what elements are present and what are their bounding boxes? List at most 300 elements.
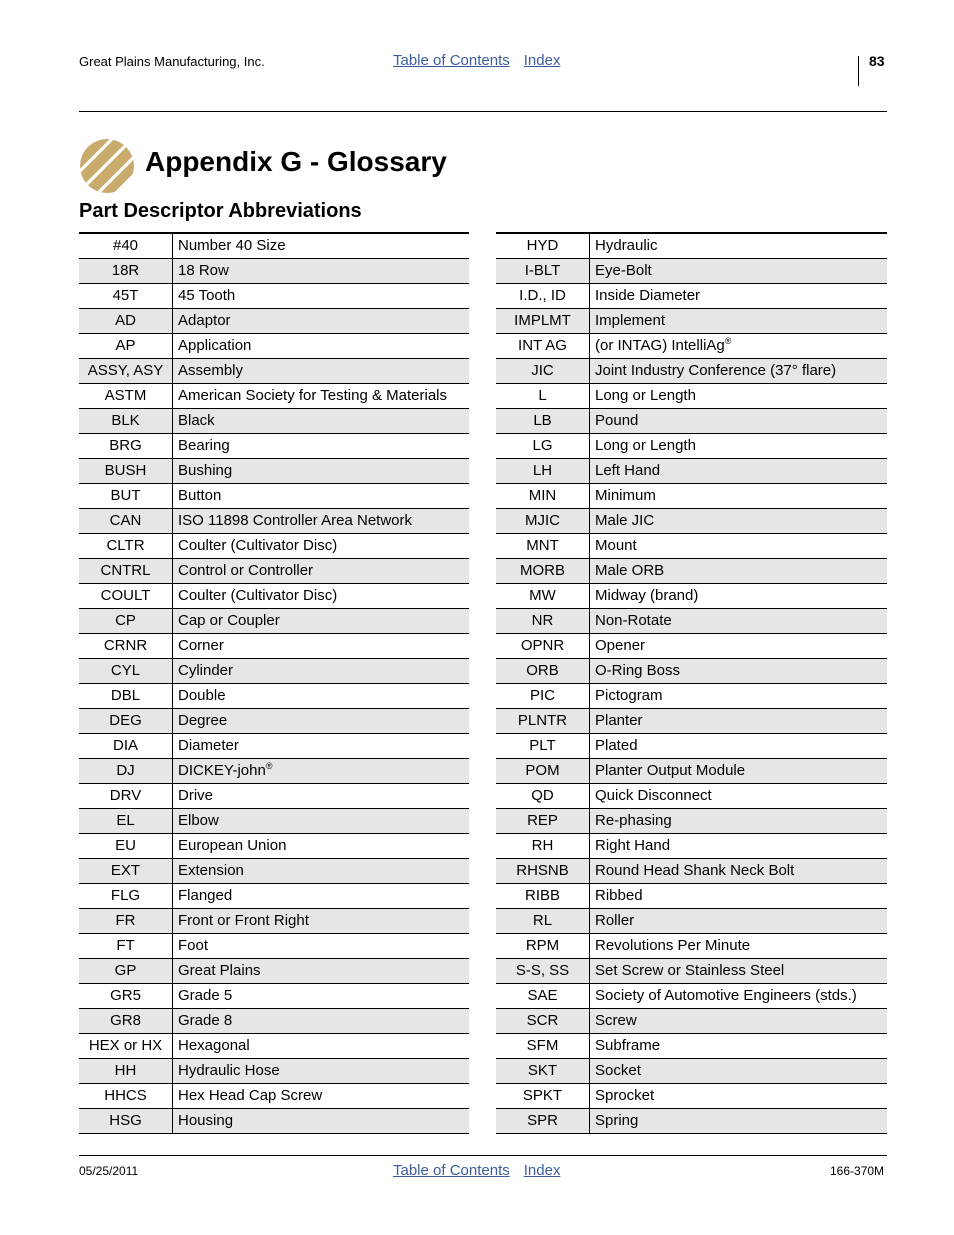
abbreviation-cell: LH	[496, 459, 590, 484]
description-text: Midway (brand)	[595, 587, 699, 604]
table-row	[79, 959, 469, 984]
table-row	[496, 909, 887, 934]
description-text: Minimum	[595, 487, 656, 504]
abbreviation-cell: GP	[79, 959, 173, 984]
description-cell	[590, 259, 888, 284]
description-cell	[590, 884, 888, 909]
glossary-table-right	[496, 232, 887, 1134]
description-cell	[590, 809, 888, 834]
description-cell	[590, 334, 888, 359]
abbreviation-cell: INT AG	[496, 334, 590, 359]
description-cell	[173, 559, 470, 584]
description-cell	[173, 784, 470, 809]
description-cell	[590, 484, 888, 509]
abbreviation-cell: EL	[79, 809, 173, 834]
great-plains-logo-icon	[79, 138, 135, 194]
table-row	[79, 1109, 469, 1134]
abbreviation-cell: FR	[79, 909, 173, 934]
description-cell	[590, 1084, 888, 1109]
description-cell	[590, 284, 888, 309]
description-cell	[173, 409, 470, 434]
description-cell	[590, 359, 888, 384]
abbreviation-cell: #40	[79, 233, 173, 259]
description-cell	[173, 284, 470, 309]
abbreviation-cell: MNT	[496, 534, 590, 559]
page-title: Appendix G - Glossary	[145, 146, 447, 177]
abbreviation-cell: COULT	[79, 584, 173, 609]
header-rule	[79, 111, 887, 112]
table-row	[79, 459, 469, 484]
description-cell	[590, 409, 888, 434]
abbreviation-cell: SAE	[496, 984, 590, 1009]
table-row	[79, 659, 469, 684]
description-cell	[173, 959, 470, 984]
table-row	[496, 834, 887, 859]
description-cell	[590, 309, 888, 334]
table-row	[496, 584, 887, 609]
table-row	[496, 659, 887, 684]
description-cell	[173, 334, 470, 359]
description-cell	[590, 1034, 888, 1059]
description-cell	[590, 909, 888, 934]
description-cell	[173, 984, 470, 1009]
table-row	[496, 334, 887, 359]
table-row	[496, 884, 887, 909]
abbreviation-cell: SPR	[496, 1109, 590, 1134]
table-row	[496, 534, 887, 559]
company-name: Great Plains Manufacturing, Inc.	[79, 54, 265, 69]
table-row	[79, 909, 469, 934]
table-row	[496, 409, 887, 434]
description-text: Degree	[178, 712, 228, 729]
table-row	[496, 784, 887, 809]
abbreviation-cell: PIC	[496, 684, 590, 709]
abbreviation-cell: EU	[79, 834, 173, 859]
description-text: Non-Rotate	[595, 612, 672, 629]
description-text: Corner	[178, 637, 224, 654]
description-cell	[590, 734, 888, 759]
abbreviation-cell: CAN	[79, 509, 173, 534]
description-text: Planter	[595, 712, 643, 729]
abbreviation-cell: MJIC	[496, 509, 590, 534]
glossary-table-left	[79, 232, 469, 1134]
description-text: Pound	[595, 412, 639, 429]
table-row	[496, 859, 887, 884]
description-text: Control or Controller	[178, 562, 314, 579]
description-cell	[173, 1009, 470, 1034]
header-toc-link[interactable]: Table of Contents	[393, 52, 510, 69]
description-cell	[173, 233, 470, 259]
table-row	[79, 609, 469, 634]
table-row	[496, 684, 887, 709]
description-text: Ribbed	[595, 887, 643, 904]
description-cell	[590, 1059, 888, 1084]
abbreviation-cell: 45T	[79, 284, 173, 309]
description-text: Diameter	[178, 737, 239, 754]
description-text: Grade 5	[178, 987, 233, 1004]
table-row	[79, 409, 469, 434]
footer-toc-link[interactable]: Table of Contents	[393, 1162, 510, 1179]
table-row	[79, 434, 469, 459]
abbreviation-cell: LG	[496, 434, 590, 459]
table-row	[79, 559, 469, 584]
abbreviation-cell: RPM	[496, 934, 590, 959]
description-text: Housing	[178, 1112, 234, 1129]
description-cell	[173, 809, 470, 834]
description-text: Number 40 Size	[178, 237, 286, 254]
description-cell	[590, 609, 888, 634]
abbreviation-cell: IMPLMT	[496, 309, 590, 334]
table-row	[79, 1034, 469, 1059]
description-cell	[590, 534, 888, 559]
table-row	[79, 284, 469, 309]
description-cell	[590, 759, 888, 784]
description-text: Re-phasing	[595, 812, 672, 829]
description-text: Assembly	[178, 362, 244, 379]
table-row	[496, 1059, 887, 1084]
abbreviation-cell: JIC	[496, 359, 590, 384]
description-text: Plated	[595, 737, 638, 754]
description-cell	[173, 509, 470, 534]
description-text: Spring	[595, 1112, 639, 1129]
table-row	[496, 959, 887, 984]
abbreviation-cell: DEG	[79, 709, 173, 734]
description-text: Society of Automotive Engineers (stds.)	[595, 987, 857, 1004]
table-row	[79, 759, 469, 784]
description-cell	[590, 559, 888, 584]
table-row	[496, 634, 887, 659]
table-row	[496, 434, 887, 459]
table-row	[496, 984, 887, 1009]
registered-mark: ®	[265, 761, 273, 771]
abbreviation-cell: CRNR	[79, 634, 173, 659]
description-text: Great Plains	[178, 962, 261, 979]
table-row	[496, 734, 887, 759]
abbreviation-cell: I-BLT	[496, 259, 590, 284]
description-cell	[173, 734, 470, 759]
abbreviation-cell: I.D., ID	[496, 284, 590, 309]
abbreviation-cell: MORB	[496, 559, 590, 584]
description-cell	[590, 1009, 888, 1034]
description-cell	[173, 884, 470, 909]
header-nav	[393, 52, 560, 69]
abbreviation-cell: CNTRL	[79, 559, 173, 584]
abbreviation-cell: ASTM	[79, 384, 173, 409]
table-row	[79, 884, 469, 909]
abbreviation-cell: S-S, SS	[496, 959, 590, 984]
abbreviation-cell: OPNR	[496, 634, 590, 659]
description-text: Bearing	[178, 437, 230, 454]
description-text: Elbow	[178, 812, 219, 829]
description-text: Double	[178, 687, 226, 704]
table-row	[79, 634, 469, 659]
table-row	[79, 359, 469, 384]
abbreviation-cell: FLG	[79, 884, 173, 909]
description-text: European Union	[178, 837, 287, 854]
description-cell	[590, 509, 888, 534]
description-cell	[173, 759, 470, 784]
table-row	[79, 259, 469, 284]
description-text: American Society for Testing & Materials	[178, 387, 447, 404]
description-cell	[173, 859, 470, 884]
abbreviation-cell: GR8	[79, 1009, 173, 1034]
abbreviation-cell: SFM	[496, 1034, 590, 1059]
description-text: Extension	[178, 862, 244, 879]
table-row	[496, 1009, 887, 1034]
abbreviation-cell: DIA	[79, 734, 173, 759]
description-text: DICKEY-john	[178, 762, 266, 779]
table-row	[79, 734, 469, 759]
description-cell	[590, 984, 888, 1009]
table-row	[79, 984, 469, 1009]
abbreviation-cell: NR	[496, 609, 590, 634]
description-text: Bushing	[178, 462, 233, 479]
table-row	[496, 609, 887, 634]
table-row	[496, 284, 887, 309]
abbreviation-cell: POM	[496, 759, 590, 784]
description-cell	[173, 634, 470, 659]
description-cell	[173, 684, 470, 709]
header-divider	[858, 56, 859, 86]
description-cell	[173, 709, 470, 734]
description-text: ISO 11898 Controller Area Network	[178, 512, 413, 529]
description-text: Socket	[595, 1062, 641, 1079]
description-text: Left Hand	[595, 462, 661, 479]
table-row	[79, 309, 469, 334]
description-text: O-Ring Boss	[595, 662, 681, 679]
description-text: Coulter (Cultivator Disc)	[178, 587, 338, 604]
table-row	[496, 484, 887, 509]
description-cell	[590, 834, 888, 859]
description-cell	[173, 384, 470, 409]
table-row	[79, 684, 469, 709]
description-text: Planter Output Module	[595, 762, 746, 779]
table-row	[496, 459, 887, 484]
footer-date: 05/25/2011	[79, 1164, 139, 1178]
description-text: Inside Diameter	[595, 287, 701, 304]
abbreviation-cell: HSG	[79, 1109, 173, 1134]
description-text: Front or Front Right	[178, 912, 309, 929]
table-row	[79, 784, 469, 809]
abbreviation-cell: HHCS	[79, 1084, 173, 1109]
description-cell	[173, 834, 470, 859]
description-text: Sprocket	[595, 1087, 655, 1104]
table-row	[79, 1084, 469, 1109]
footer-rule	[79, 1155, 887, 1156]
abbreviation-cell: QD	[496, 784, 590, 809]
table-row	[496, 559, 887, 584]
table-row	[496, 709, 887, 734]
description-text: Pictogram	[595, 687, 663, 704]
description-text: Roller	[595, 912, 635, 929]
description-cell	[173, 1034, 470, 1059]
description-cell	[590, 784, 888, 809]
abbreviation-cell: BLK	[79, 409, 173, 434]
abbreviation-cell: DJ	[79, 759, 173, 784]
table-row	[496, 309, 887, 334]
abbreviation-cell: HEX or HX	[79, 1034, 173, 1059]
description-text: Application	[178, 337, 252, 354]
abbreviation-cell: MW	[496, 584, 590, 609]
description-cell	[173, 359, 470, 384]
table-row	[496, 384, 887, 409]
description-text: Hex Head Cap Screw	[178, 1087, 323, 1104]
description-text: Implement	[595, 312, 666, 329]
description-text: Long or Length	[595, 437, 696, 454]
table-row	[79, 859, 469, 884]
description-text: Coulter (Cultivator Disc)	[178, 537, 338, 554]
page-number: 83	[869, 53, 885, 69]
table-row	[79, 834, 469, 859]
abbreviation-cell: BUSH	[79, 459, 173, 484]
description-cell	[173, 1059, 470, 1084]
description-text: Quick Disconnect	[595, 787, 712, 804]
abbreviation-cell: HH	[79, 1059, 173, 1084]
description-text: Cylinder	[178, 662, 234, 679]
footer-index-link[interactable]: Index	[523, 1162, 561, 1179]
table-row	[79, 334, 469, 359]
abbreviation-cell: ORB	[496, 659, 590, 684]
description-text: Screw	[595, 1012, 637, 1029]
description-cell	[590, 434, 888, 459]
description-text: Opener	[595, 637, 646, 654]
abbreviation-cell: LB	[496, 409, 590, 434]
table-row	[79, 233, 469, 259]
description-text: Male ORB	[595, 562, 665, 579]
abbreviation-cell: DRV	[79, 784, 173, 809]
abbreviation-cell: 18R	[79, 259, 173, 284]
description-text: Male JIC	[595, 512, 655, 529]
section-title: Part Descriptor Abbreviations	[79, 200, 362, 222]
table-row	[496, 1034, 887, 1059]
description-text: Black	[178, 412, 215, 429]
table-row	[496, 934, 887, 959]
description-text: Revolutions Per Minute	[595, 937, 751, 954]
description-text: Drive	[178, 787, 214, 804]
description-text: Button	[178, 487, 222, 504]
table-row	[496, 809, 887, 834]
description-cell	[590, 959, 888, 984]
abbreviation-cell: HYD	[496, 233, 590, 259]
description-cell	[173, 534, 470, 559]
table-row	[79, 809, 469, 834]
abbreviation-cell: L	[496, 384, 590, 409]
table-row	[79, 384, 469, 409]
description-text: Cap or Coupler	[178, 612, 280, 629]
description-cell	[590, 709, 888, 734]
abbreviation-cell: DBL	[79, 684, 173, 709]
description-cell	[173, 484, 470, 509]
description-text: Mount	[595, 537, 637, 554]
abbreviation-cell: GR5	[79, 984, 173, 1009]
table-row	[79, 584, 469, 609]
description-text: Subframe	[595, 1037, 661, 1054]
footer-nav	[393, 1162, 560, 1179]
description-text: Long or Length	[595, 387, 696, 404]
description-cell	[590, 859, 888, 884]
description-text: Joint Industry Conference (37° flare)	[595, 362, 837, 379]
abbreviation-cell: AP	[79, 334, 173, 359]
description-cell	[173, 434, 470, 459]
table-row	[496, 1084, 887, 1109]
description-cell	[173, 909, 470, 934]
description-cell	[173, 609, 470, 634]
table-row	[79, 509, 469, 534]
abbreviation-cell: SPKT	[496, 1084, 590, 1109]
abbreviation-cell: SKT	[496, 1059, 590, 1084]
table-row	[79, 484, 469, 509]
description-cell	[590, 634, 888, 659]
description-text: Round Head Shank Neck Bolt	[595, 862, 795, 879]
description-text: Adaptor	[178, 312, 231, 329]
description-cell	[590, 684, 888, 709]
abbreviation-cell: BUT	[79, 484, 173, 509]
description-cell	[173, 459, 470, 484]
description-text: Hexagonal	[178, 1037, 250, 1054]
abbreviation-cell: CLTR	[79, 534, 173, 559]
description-text: Hydraulic	[595, 237, 658, 254]
table-row	[79, 709, 469, 734]
description-cell	[590, 1109, 888, 1134]
table-row	[496, 359, 887, 384]
description-cell	[590, 233, 888, 259]
table-row	[79, 1059, 469, 1084]
description-cell	[590, 659, 888, 684]
abbreviation-cell: REP	[496, 809, 590, 834]
description-text: Foot	[178, 937, 209, 954]
description-text: (or INTAG) IntelliAg	[595, 337, 725, 354]
description-cell	[590, 459, 888, 484]
description-cell	[173, 309, 470, 334]
abbreviation-cell: RHSNB	[496, 859, 590, 884]
description-cell	[173, 659, 470, 684]
description-text: 45 Tooth	[178, 287, 236, 304]
abbreviation-cell: CP	[79, 609, 173, 634]
abbreviation-cell: RL	[496, 909, 590, 934]
description-cell	[590, 934, 888, 959]
registered-mark: ®	[724, 336, 732, 346]
table-row	[496, 509, 887, 534]
table-row	[79, 934, 469, 959]
table-row	[496, 1109, 887, 1134]
table-row	[79, 1009, 469, 1034]
header-index-link[interactable]: Index	[523, 52, 561, 69]
abbreviation-cell: RH	[496, 834, 590, 859]
description-text: Hydraulic Hose	[178, 1062, 280, 1079]
abbreviation-cell: MIN	[496, 484, 590, 509]
abbreviation-cell: EXT	[79, 859, 173, 884]
abbreviation-cell: CYL	[79, 659, 173, 684]
abbreviation-cell: ASSY, ASY	[79, 359, 173, 384]
description-cell	[173, 1109, 470, 1134]
table-row	[79, 534, 469, 559]
table-row	[496, 759, 887, 784]
description-cell	[173, 934, 470, 959]
description-text: Grade 8	[178, 1012, 233, 1029]
description-cell	[173, 1084, 470, 1109]
description-cell	[173, 584, 470, 609]
footer-doc-number: 166-370M	[830, 1164, 885, 1178]
description-cell	[173, 259, 470, 284]
abbreviation-cell: PLT	[496, 734, 590, 759]
description-text: Eye-Bolt	[595, 262, 652, 279]
description-text: Flanged	[178, 887, 233, 904]
table-row	[496, 233, 887, 259]
description-cell	[590, 384, 888, 409]
abbreviation-cell: FT	[79, 934, 173, 959]
description-text: 18 Row	[178, 262, 229, 279]
description-text: Set Screw or Stainless Steel	[595, 962, 785, 979]
